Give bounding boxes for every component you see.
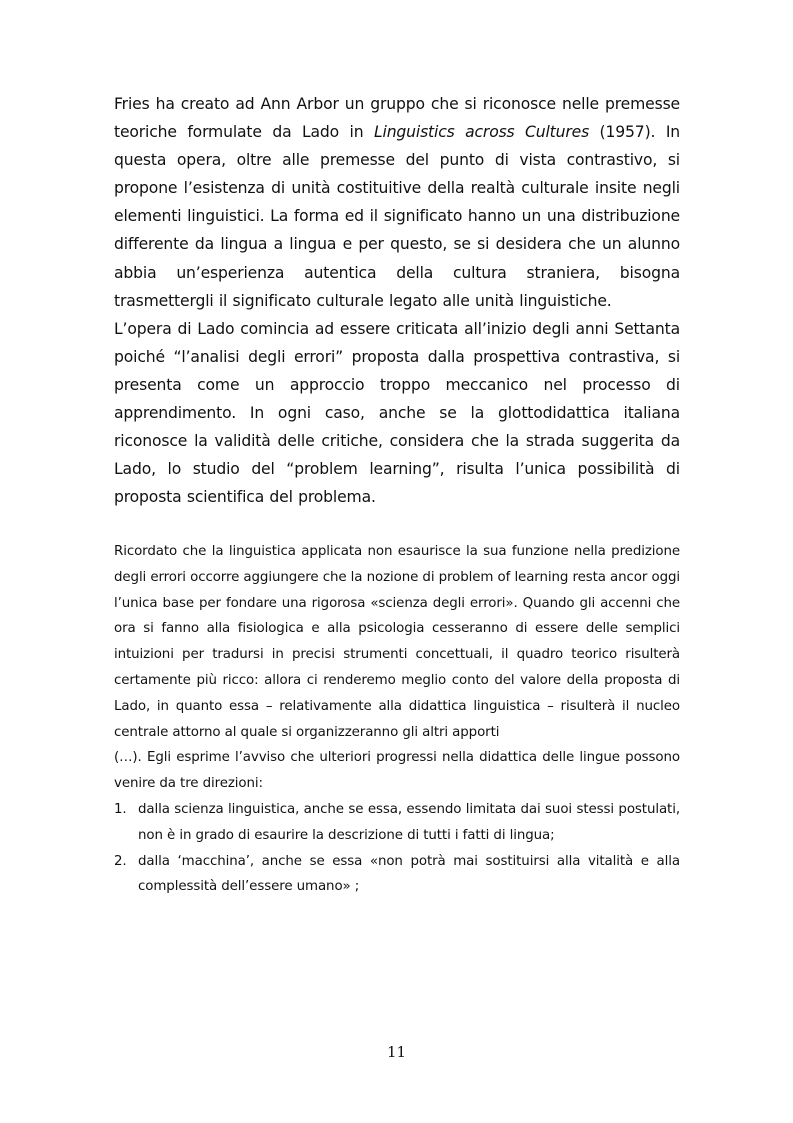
- paragraph-2: L’opera di Lado comincia ad essere criticata all’inizio degli anni Settanta poiché “l’analisi degli errori” proposta dalla prospettiva contrastiva, si presenta come un approccio troppo meccanico nel processo di apprendimento. In ogni caso, anche se la glottodidattica italiana riconosce la validità delle critiche, considera che la strada suggerita da Lado, lo studio del “problem learning”, risulta l’unica possibilità di proposta scientifica del problema.: [114, 319, 680, 507]
- list-item-number: 1.: [114, 801, 127, 817]
- list-item: [114, 849, 680, 901]
- list-item-text: dalla scienza linguistica, anche se essa, essendo limitata dai suoi stessi postulati, non è in grado di esaurire la descrizione di tutti i fatti di lingua;: [138, 801, 680, 843]
- main-text: [114, 90, 680, 511]
- quote-list: [114, 797, 680, 900]
- paragraph-1-start: Fries ha creato ad Ann Arbor un gruppo che si riconosce nelle premesse teoriche formulate da Lado in: [114, 95, 680, 142]
- list-item-text: dalla ‘macchina’, anche se essa «non potrà mai sostituirsi alla vitalità e alla complessità dell’essere umano» ;: [138, 853, 680, 895]
- book-title: Linguistics across Cultures: [373, 123, 590, 142]
- list-item-number: 2.: [114, 853, 127, 869]
- block-quote: [114, 539, 680, 900]
- page-number: 11: [386, 1043, 407, 1061]
- paragraph-1: [114, 90, 680, 315]
- paragraph-1-end: (1957). In questa opera, oltre alle premesse del punto di vista contrastivo, si propone l’esistenza di unità costituitive della realtà culturale insite negli elementi linguistici. La forma ed il significato hanno un una distribuzione differente da lingua a lingua e per questo, se si desidera che un alunno abbia un’esperienza autentica della cultura straniera, bisogna trasmettergli il significato culturale legato alle unità linguistiche.: [114, 123, 680, 310]
- list-item: [114, 797, 680, 849]
- quote-paragraph-1: Ricordato che la linguistica applicata non esaurisce la sua funzione nella predizione degli errori occorre aggiungere che la nozione di problem of learning resta ancor oggi l’unica base per fondare una rigorosa «scienza degli errori». Quando gli accenni che ora si fanno alla fisiologica e alla psicologia cesseranno di essere delle semplici intuizioni per tradursi in precisi strumenti concettuali, il quadro teorico risulterà certamente più ricco: allora ci renderemo meglio conto del valore della proposta di Lado, in quanto essa – relativamente alla didattica linguistica – risulterà il nucleo centrale attorno al quale si organizzeranno gli altri apporti: [114, 544, 680, 740]
- quote-paragraph-2: (…). Egli esprime l’avviso che ulteriori progressi nella didattica delle lingue possono venire da tre direzioni:: [114, 750, 680, 792]
